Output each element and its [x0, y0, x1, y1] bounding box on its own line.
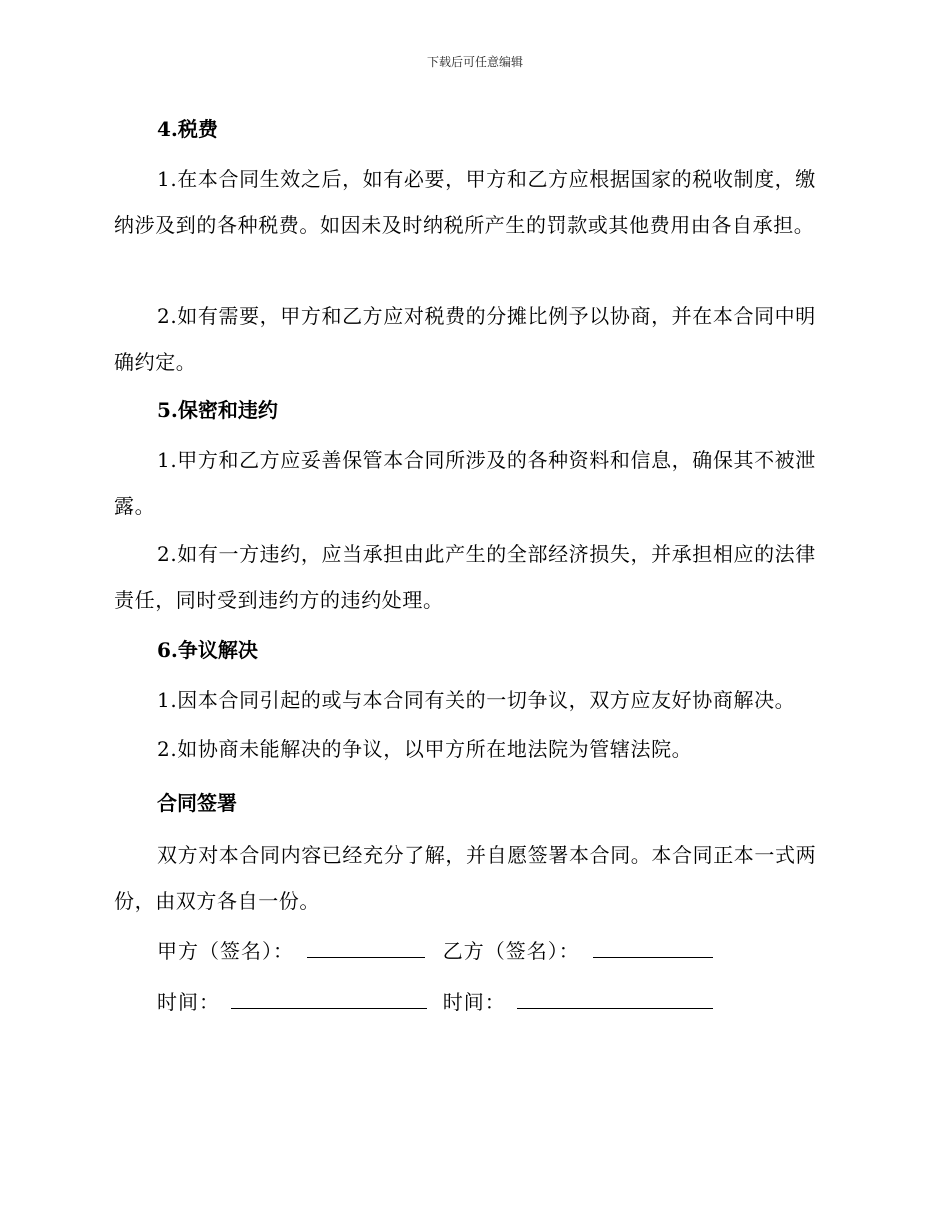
tax-paragraph-2: 2.如有需要，甲方和乙方应对税费的分摊比例予以协商，并在本合同中明确约定。 [114, 304, 816, 374]
section-heading-signing: 合同签署 [157, 791, 237, 815]
party-a-time-label: 时间： [157, 990, 220, 1014]
confidentiality-paragraph-2: 2.如有一方违约，应当承担由此产生的全部经济损失，并承担相应的法律责任，同时受到违约方的违约处理。 [114, 542, 816, 612]
time-row [157, 988, 713, 1016]
confidentiality-paragraph-1: 1.甲方和乙方应妥善保管本合同所涉及的各种资料和信息，确保其不被泄露。 [114, 448, 816, 518]
section-heading-tax: 4.税费 [157, 117, 218, 141]
page-header-note: 下载后可任意编辑 [426, 55, 523, 69]
party-a-sign-label: 甲方（签名）： [157, 939, 294, 963]
party-a-time-blank[interactable] [231, 988, 427, 1009]
tax-paragraph-1: 1.在本合同生效之后，如有必要，甲方和乙方应根据国家的税收制度，缴纳涉及到的各种税费。如因未及时纳税所产生的罚款或其他费用由各自承担。 [114, 167, 816, 237]
dispute-paragraph-2: 2.如协商未能解决的争议，以甲方所在地法院为管辖法院。 [157, 737, 693, 761]
party-b-sign-blank[interactable] [593, 937, 713, 958]
party-a-sign-blank[interactable] [307, 937, 425, 958]
party-b-time-blank[interactable] [517, 988, 713, 1009]
signature-row [157, 937, 713, 965]
party-b-sign-label: 乙方（签名）： [442, 939, 580, 963]
dispute-paragraph-1: 1.因本合同引起的或与本合同有关的一切争议，双方应友好协商解决。 [157, 688, 796, 712]
section-heading-dispute: 6.争议解决 [157, 638, 258, 662]
section-heading-confidentiality: 5.保密和违约 [157, 398, 278, 422]
party-b-time-label: 时间： [442, 990, 506, 1014]
signing-paragraph: 双方对本合同内容已经充分了解，并自愿签署本合同。本合同正本一式两份，由双方各自一份。 [114, 843, 817, 913]
